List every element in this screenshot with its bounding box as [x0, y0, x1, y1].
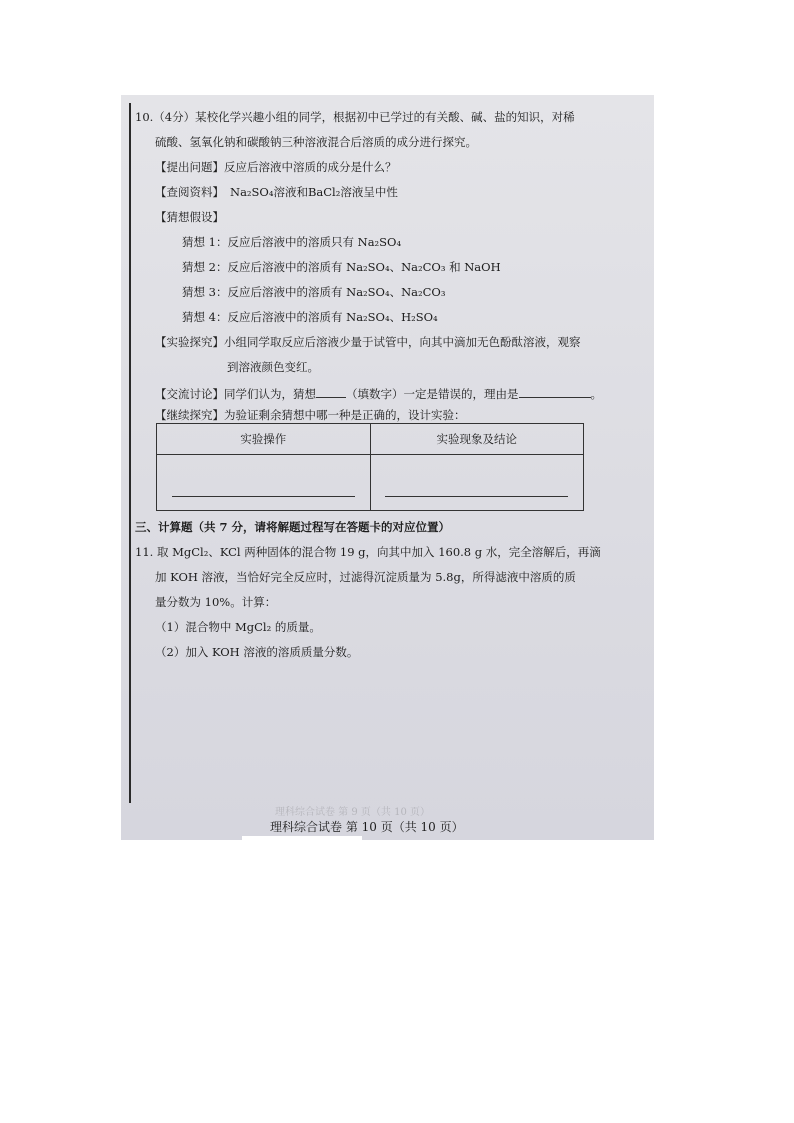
table-header-operation: 实验操作 — [157, 424, 371, 455]
discussion-text-b: （填数字）一定是错误的，理由是 — [346, 387, 519, 401]
experiment-line2: 到溶液颜色变红。 — [227, 360, 319, 374]
reference-label: 【查阅资料】 — [155, 185, 224, 199]
hypothesis-3: 猜想 3：反应后溶液中的溶质有 Na₂SO₄、Na₂CO₃ — [182, 285, 446, 299]
q10-reference — [155, 187, 398, 199]
hypothesis-title: 【猜想假设】 — [155, 210, 224, 224]
operation-answer-cell[interactable] — [157, 455, 371, 511]
discussion-text-a: 【交流讨论】同学们认为，猜想 — [155, 387, 316, 401]
hypothesis-2: 猜想 2：反应后溶液中的溶质有 Na₂SO₄、Na₂CO₃ 和 NaOH — [182, 260, 501, 274]
table-header-result: 实验现象及结论 — [370, 424, 584, 455]
discussion-line — [155, 387, 602, 401]
margin-line — [129, 103, 131, 803]
q11-line1: 11. 取 MgCl₂、KCl 两种固体的混合物 19 g，向其中加入 160.8 g 水，完全溶解后，再滴 — [135, 545, 601, 559]
reference-text: Na₂SO₄溶液和BaCl₂溶液呈中性 — [230, 185, 398, 199]
bleed-through-footer: 理科综合试卷 第 9 页（共 10 页） — [275, 807, 430, 818]
q11-sub1: （1）混合物中 MgCl₂ 的质量。 — [155, 620, 321, 634]
experiment-table — [156, 423, 584, 511]
continue-exploration: 【继续探究】为验证剩余猜想中哪一种是正确的，设计实验： — [155, 408, 466, 422]
q10-line1: 10.（4分）某校化学兴趣小组的同学，根据初中已学过的有关酸、碱、盐的知识，对稀 — [135, 110, 575, 124]
q11-line3: 量分数为 10%。计算： — [155, 595, 277, 609]
result-answer-line — [385, 496, 568, 497]
section3-title: 三、计算题（共 7 分，请将解题过程写在答题卡的对应位置） — [135, 520, 451, 534]
hypothesis-1: 猜想 1：反应后溶液中的溶质只有 Na₂SO₄ — [182, 235, 402, 249]
hypothesis-4: 猜想 4：反应后溶液中的溶质有 Na₂SO₄、H₂SO₄ — [182, 310, 438, 324]
q11-sub2: （2）加入 KOH 溶液的溶质质量分数。 — [155, 645, 359, 659]
photo-edge-notch — [242, 836, 362, 842]
q10-line2: 硫酸、氢氧化钠和碳酸钠三种溶液混合后溶质的成分进行探究。 — [155, 135, 477, 149]
experiment-line1: 【实验探究】小组同学取反应后溶液少量于试管中，向其中滴加无色酚酞溶液，观察 — [155, 335, 581, 349]
operation-answer-line — [172, 496, 355, 497]
page-footer: 理科综合试卷 第 10 页（共 10 页） — [270, 820, 464, 834]
hypothesis-number-blank[interactable] — [316, 387, 346, 398]
q10-question: 【提出问题】反应后溶液中溶质的成分是什么？ — [155, 160, 397, 174]
reason-blank[interactable] — [519, 387, 591, 398]
result-answer-cell[interactable] — [370, 455, 584, 511]
q11-line2: 加 KOH 溶液，当恰好完全反应时，过滤得沉淀质量为 5.8g，所得滤液中溶质的质 — [155, 570, 576, 584]
discussion-end: 。 — [590, 387, 602, 401]
